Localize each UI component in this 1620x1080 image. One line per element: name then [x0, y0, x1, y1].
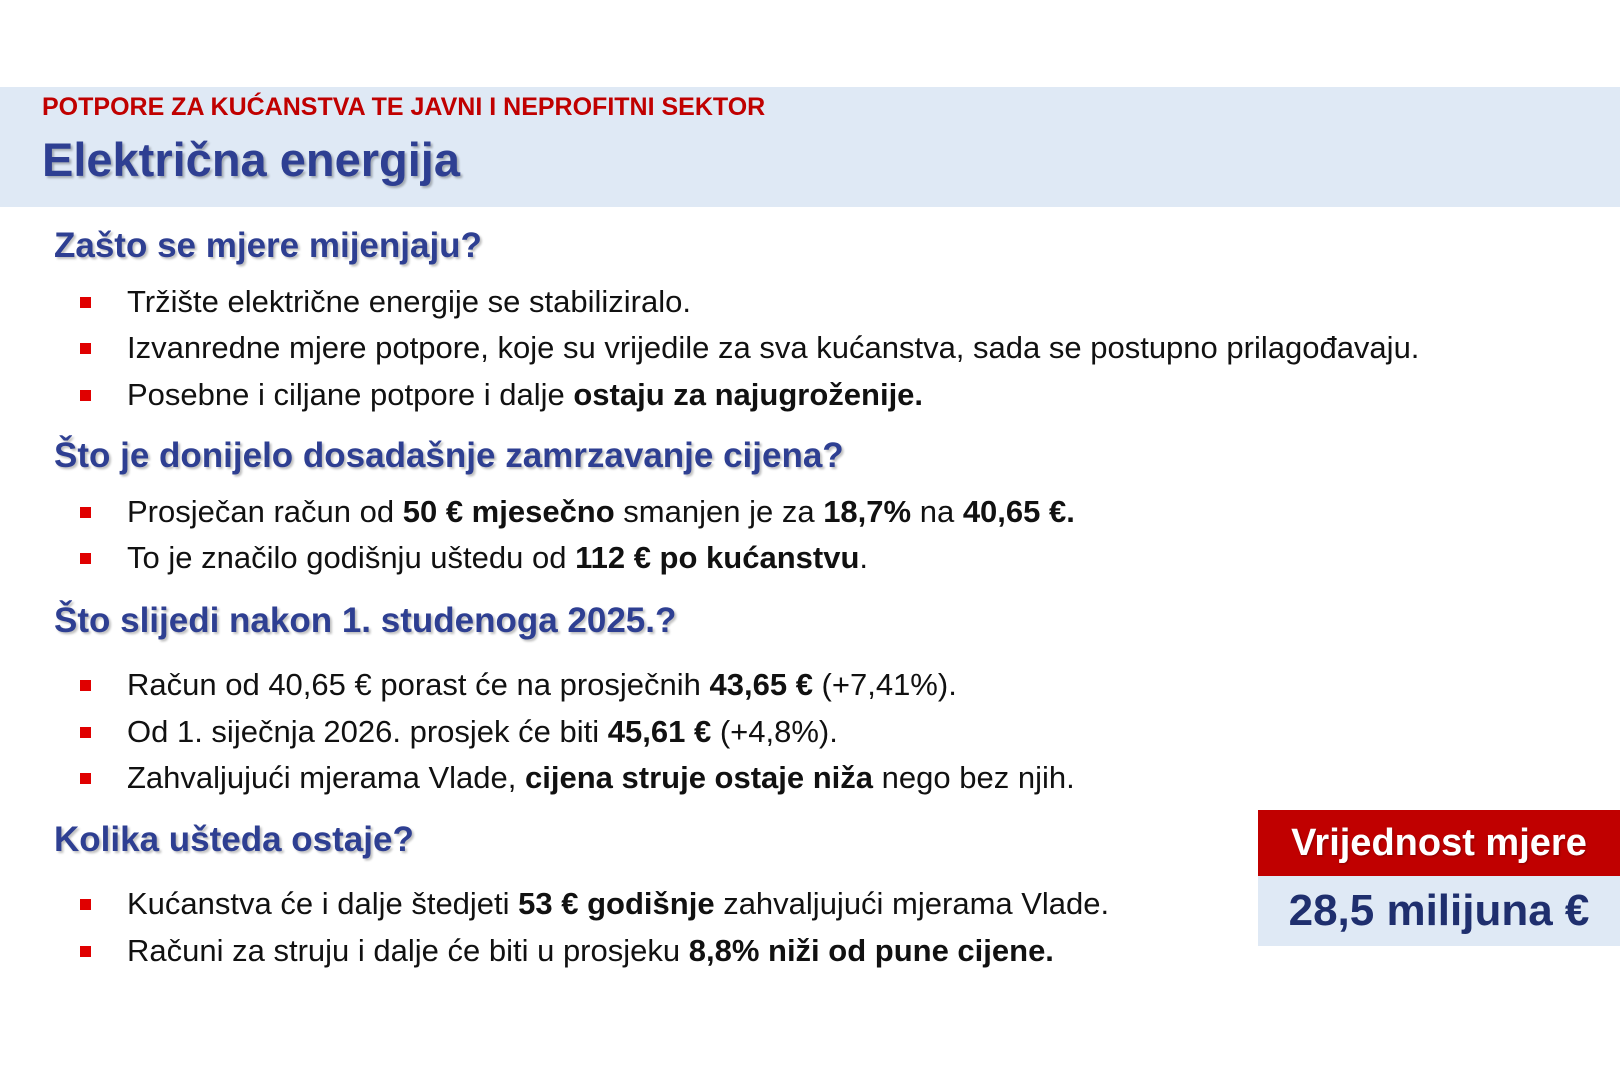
body-text: na [911, 494, 963, 529]
emphasis-text: 43,65 € [709, 667, 813, 702]
bullet-square-icon [80, 899, 91, 910]
section-heading-why: Zašto se mjere mijenjaju? [54, 226, 482, 265]
list-item [80, 665, 957, 705]
emphasis-text: ostaju za najugroženije. [573, 377, 924, 412]
bullet-square-icon [80, 727, 91, 738]
body-text: Izvanredne mjere potpore, koje su vrijedile za sva kućanstva, sada se postupno prilagođavaju. [127, 330, 1420, 365]
body-text: Kućanstva će i dalje štedjeti [127, 886, 519, 921]
emphasis-text: cijena struje ostaje niža [525, 760, 874, 795]
section-heading-freeze: Što je donijelo dosadašnje zamrzavanje cijena? [54, 436, 844, 475]
body-text: Od 1. siječnja 2026. prosjek će biti [127, 714, 608, 749]
body-text: smanjen je za [614, 494, 824, 529]
bullet-square-icon [80, 297, 91, 308]
emphasis-text: 45,61 € [607, 714, 712, 749]
body-text: Posebne i ciljane potpore i dalje [127, 377, 574, 412]
bullet-square-icon [80, 390, 91, 401]
body-text: Prosječan račun od [127, 494, 403, 529]
measure-value-amount: 28,5 milijuna € [1258, 876, 1620, 946]
emphasis-text: 18,7% [823, 494, 912, 529]
body-text: Računi za struju i dalje će biti u prosjeku [127, 933, 689, 968]
bullet-square-icon [80, 553, 91, 564]
emphasis-text: 50 € mjesečno [402, 494, 615, 529]
list-item-text [127, 884, 1109, 924]
list-item [80, 492, 1075, 532]
bullet-square-icon [80, 946, 91, 957]
list-item-text [127, 538, 868, 578]
section-heading-next: Što slijedi nakon 1. studenoga 2025.? [54, 601, 677, 640]
list-item [80, 328, 1419, 368]
list-item-text [127, 282, 691, 322]
emphasis-text: 53 € godišnje [518, 886, 715, 921]
bullet-square-icon [80, 680, 91, 691]
header-kicker: POTPORE ZA KUĆANSTVA TE JAVNI I NEPROFITNI SEKTOR [42, 93, 766, 121]
bullet-square-icon [80, 773, 91, 784]
body-text: nego bez njih. [873, 760, 1075, 795]
body-text: (+4,8%). [711, 714, 838, 749]
list-item [80, 758, 1075, 798]
section-heading-savings: Kolika ušteda ostaje? [54, 820, 414, 859]
list-item-text [127, 328, 1419, 368]
list-item [80, 712, 838, 752]
list-item-text [127, 758, 1075, 798]
body-text: zahvaljujući mjerama Vlade. [714, 886, 1110, 921]
list-item [80, 375, 923, 415]
list-item-text [127, 665, 957, 705]
list-item [80, 884, 1109, 924]
list-item-text [127, 712, 838, 752]
body-text: Tržište električne energije se stabiliziralo. [127, 284, 691, 319]
body-text: (+7,41%). [812, 667, 957, 702]
body-text: . [859, 540, 869, 575]
body-text: Račun od 40,65 € porast će na prosječnih [127, 667, 710, 702]
list-item [80, 282, 691, 322]
list-item [80, 538, 868, 578]
list-item-text [127, 375, 923, 415]
body-text: Zahvaljujući mjerama Vlade, [127, 760, 526, 795]
emphasis-text: 112 € po kućanstvu [575, 540, 860, 575]
bullet-square-icon [80, 507, 91, 518]
emphasis-text: 40,65 €. [962, 494, 1075, 529]
list-item-text [127, 931, 1054, 971]
emphasis-text: 8,8% niži od pune cijene. [688, 933, 1054, 968]
list-item-text [127, 492, 1075, 532]
measure-value-label: Vrijednost mjere [1258, 810, 1620, 876]
page-title: Električna energija [42, 133, 460, 186]
list-item [80, 931, 1054, 971]
measure-value-box [1258, 810, 1620, 946]
body-text: To je značilo godišnju uštedu od [127, 540, 576, 575]
bullet-square-icon [80, 343, 91, 354]
